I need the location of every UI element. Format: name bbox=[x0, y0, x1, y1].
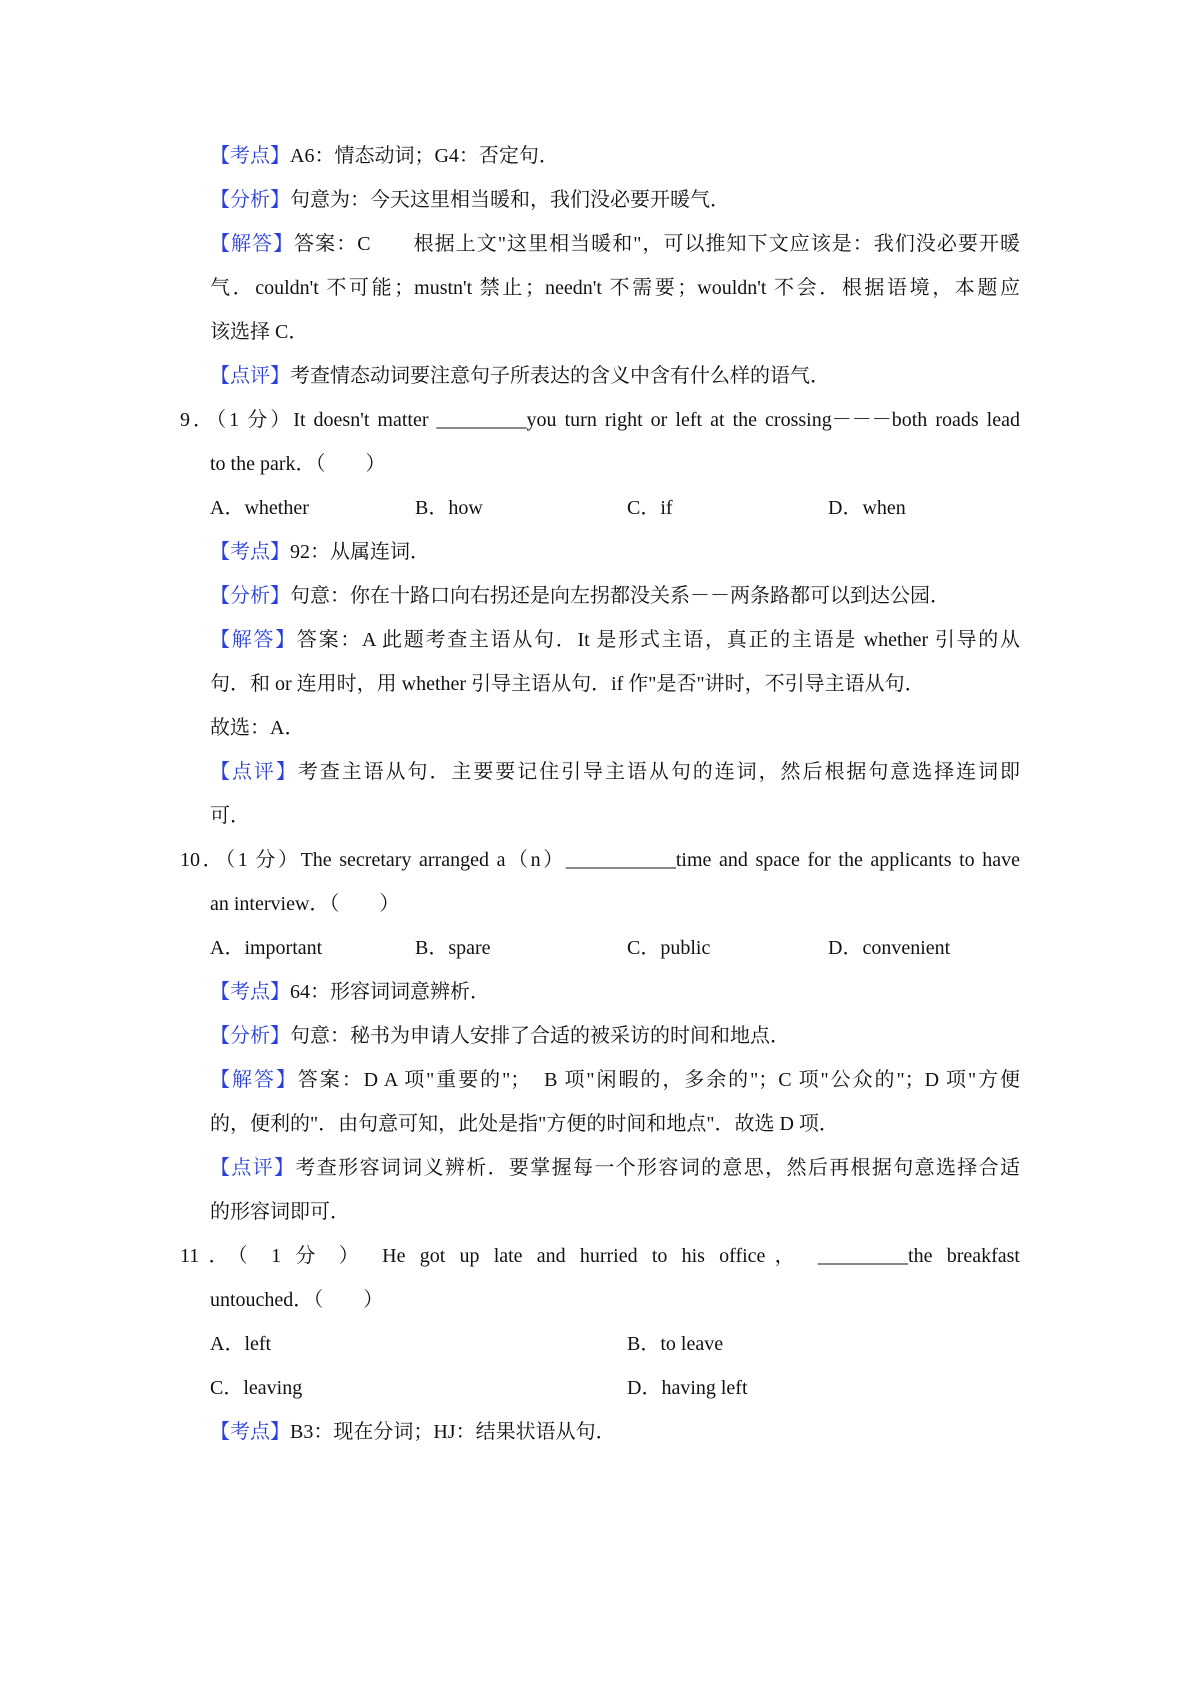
q9-option-b: B．how bbox=[415, 497, 483, 519]
q10-dianping-text-1: 考查形容词词义辨析．要掌握每一个形容词的意思，然后再根据句意选择合适 bbox=[295, 1157, 1021, 1179]
q8-jieda-line-2: 气．couldn't 不可能；mustn't 禁止；needn't 不需要；wouldn't 不会．根据语境，本题应 bbox=[210, 277, 1020, 299]
q8-jieda-line-1 bbox=[210, 230, 1020, 258]
q10-stem-line-1: 10．（1 分）The secretary arranged a（n）___________time and space for the applicants to have bbox=[180, 849, 1020, 871]
q9-dianping-line-2: 可． bbox=[210, 805, 250, 827]
kaodian-tag: 【考点】 bbox=[210, 981, 290, 1003]
fenxi-tag: 【分析】 bbox=[210, 585, 290, 607]
q10-fenxi-line bbox=[210, 1022, 790, 1050]
q9-option-c: C．if bbox=[627, 497, 673, 519]
q8-jieda-line-3: 该选择 C． bbox=[210, 321, 309, 343]
q9-stem-line-2: to the park．（ ） bbox=[210, 453, 386, 475]
q10-jieda-line-2: 的，便利的"．由句意可知，此处是指"方便的时间和地点"．故选 D 项． bbox=[210, 1113, 839, 1135]
fenxi-tag: 【分析】 bbox=[210, 189, 290, 211]
q11-stem-line-1: 11．（ 1 分 ） He got up late and hurried to his office， _________the breakfast bbox=[180, 1245, 1020, 1267]
q10-option-d: D．convenient bbox=[828, 937, 951, 959]
q10-kaodian-text: 64：形容词词意辨析． bbox=[290, 981, 490, 1003]
dianping-tag: 【点评】 bbox=[210, 761, 298, 783]
q11-stem-line-2: untouched．（ ） bbox=[210, 1289, 384, 1311]
q9-jieda-text-1: 答案：A 此题考查主语从句．It 是形式主语，真正的主语是 whether 引导的从 bbox=[296, 629, 1020, 651]
q11-option-a: A．left bbox=[210, 1333, 272, 1355]
q10-dianping-line-2: 的形容词即可． bbox=[210, 1201, 350, 1223]
jieda-tag: 【解答】 bbox=[210, 1069, 298, 1091]
q8-kaodian-line bbox=[210, 142, 559, 170]
q9-jieda-line-3: 故选：A． bbox=[210, 717, 305, 739]
kaodian-tag: 【考点】 bbox=[210, 541, 290, 563]
dianping-tag: 【点评】 bbox=[210, 365, 290, 387]
q10-stem-line-2: an interview．（ ） bbox=[210, 893, 400, 915]
q9-option-d: D．when bbox=[828, 497, 906, 519]
q9-jieda-line-2: 句．和 or 连用时，用 whether 引导主语从句．if 作"是否"讲时，不引导主语从句． bbox=[210, 673, 925, 695]
q10-jieda-line-1 bbox=[210, 1066, 1020, 1094]
q8-kaodian-text: A6：情态动词；G4：否定句． bbox=[290, 145, 559, 167]
q8-fenxi-line bbox=[210, 186, 730, 214]
q8-jieda-text-1: 答案：C 根据上文"这里相当暖和"，可以推知下文应该是：我们没必要开暖 bbox=[294, 233, 1021, 255]
q8-dianping-text: 考查情态动词要注意句子所表达的含义中含有什么样的语气． bbox=[290, 365, 830, 387]
jieda-tag: 【解答】 bbox=[210, 629, 297, 651]
q11-kaodian-text: B3：现在分词；HJ：结果状语从句． bbox=[290, 1421, 616, 1443]
q9-kaodian-line bbox=[210, 538, 430, 566]
q9-dianping-text-1: 考查主语从句．主要要记住引导主语从句的连词，然后根据句意选择连词即 bbox=[297, 761, 1021, 783]
q9-option-a: A．whether bbox=[210, 497, 309, 519]
q10-option-b: B．spare bbox=[415, 937, 491, 959]
q11-kaodian-line bbox=[210, 1418, 616, 1446]
q9-fenxi-text: 句意：你在十路口向右拐还是向左拐都没关系－－两条路都可以到达公园． bbox=[290, 585, 950, 607]
q10-dianping-line-1 bbox=[210, 1154, 1020, 1182]
kaodian-tag: 【考点】 bbox=[210, 145, 290, 167]
kaodian-tag: 【考点】 bbox=[210, 1421, 290, 1443]
q11-option-d: D．having left bbox=[627, 1377, 748, 1399]
q9-stem-line-1: 9．（1 分）It doesn't matter _________you turn right or left at the crossing－－－both roads lead bbox=[180, 409, 1020, 431]
q10-option-a: A．important bbox=[210, 937, 323, 959]
q10-kaodian-line bbox=[210, 978, 490, 1006]
fenxi-tag: 【分析】 bbox=[210, 1025, 290, 1047]
q9-jieda-line-1 bbox=[210, 626, 1020, 654]
jieda-tag: 【解答】 bbox=[210, 233, 295, 255]
q11-option-b: B．to leave bbox=[627, 1333, 724, 1355]
q10-option-c: C．public bbox=[627, 937, 711, 959]
q8-fenxi-text: 句意为：今天这里相当暖和，我们没必要开暖气． bbox=[290, 189, 730, 211]
q9-fenxi-line bbox=[210, 582, 950, 610]
q10-fenxi-text: 句意：秘书为申请人安排了合适的被采访的时间和地点． bbox=[290, 1025, 790, 1047]
q9-dianping-line-1 bbox=[210, 758, 1020, 786]
q9-kaodian-text: 92：从属连词． bbox=[290, 541, 430, 563]
q11-option-c: C．leaving bbox=[210, 1377, 303, 1399]
q10-jieda-text-1: 答案：D A 项"重要的"； B 项"闲暇的，多余的"；C 项"公众的"；D 项"方便 bbox=[297, 1069, 1021, 1091]
q8-dianping-line bbox=[210, 362, 830, 390]
dianping-tag: 【点评】 bbox=[210, 1157, 296, 1179]
